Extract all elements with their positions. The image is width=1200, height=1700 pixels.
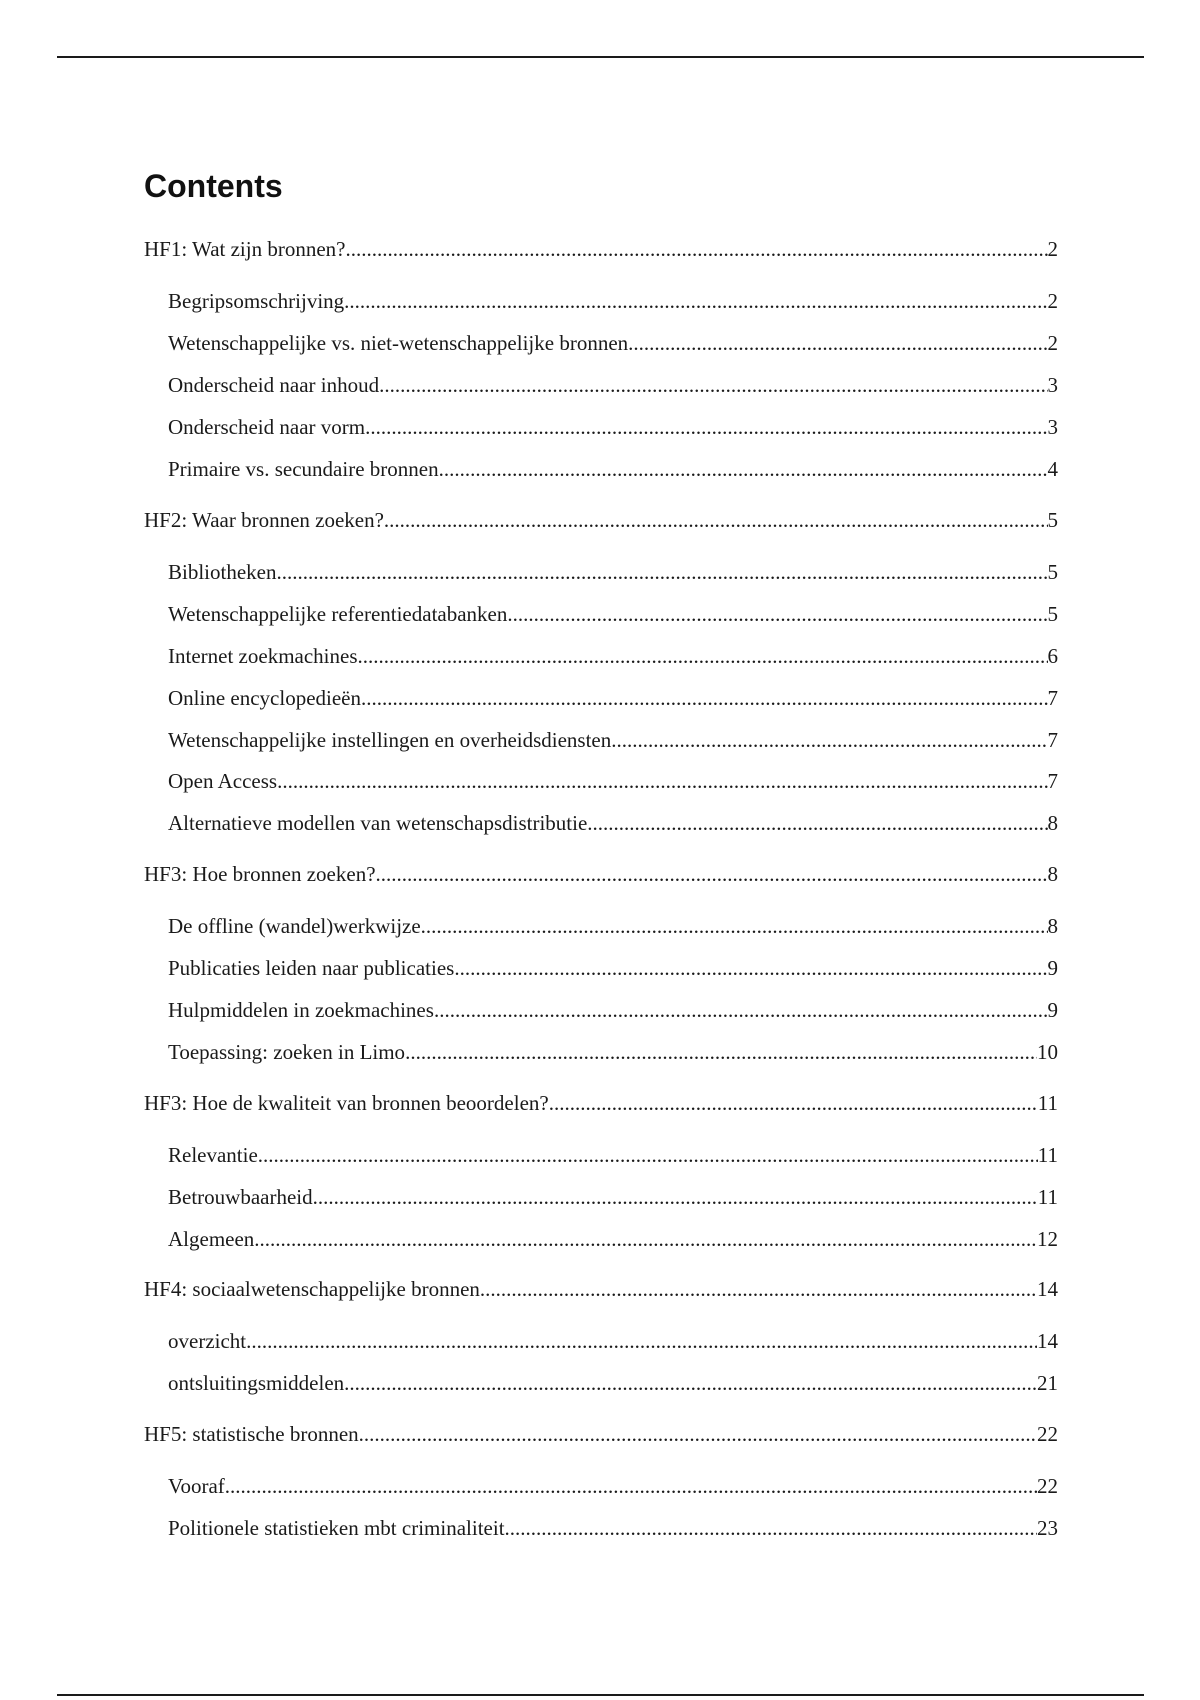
toc-page-number: 11: [1037, 1091, 1058, 1115]
toc-page-number: 10: [1037, 1040, 1058, 1064]
dot-leader: [549, 1088, 1038, 1118]
toc-entry-title: HF3: Hoe de kwaliteit van bronnen beoordelen?: [144, 1091, 549, 1115]
toc-page-number: 5: [1047, 508, 1058, 532]
dot-leader: [379, 370, 1047, 400]
dot-leader: [345, 234, 1047, 264]
dot-leader: [439, 454, 1048, 484]
toc-section-entry[interactable]: [168, 766, 1058, 796]
toc-entry-title: HF5: statistische bronnen: [144, 1422, 359, 1446]
toc-entry-title: Toepassing: zoeken in Limo: [168, 1040, 406, 1064]
dot-leader: [421, 911, 1048, 941]
toc-entry-title: Relevantie: [168, 1143, 258, 1167]
bottom-rule: [57, 1694, 1144, 1696]
toc-entry-title: Onderscheid naar inhoud: [168, 373, 380, 397]
toc-entry-title: Wetenschappelijke instellingen en overheidsdiensten: [168, 728, 612, 752]
toc-section-entry[interactable]: [168, 683, 1058, 713]
toc-entry-title: Internet zoekmachines: [168, 644, 358, 668]
toc-page-number: 14: [1037, 1277, 1058, 1301]
page-title: Contents: [144, 168, 283, 204]
toc-chapter-entry[interactable]: [144, 1419, 1058, 1449]
toc-entry-title: HF2: Waar bronnen zoeken?: [144, 508, 384, 532]
dot-leader: [313, 1182, 1038, 1212]
toc-section-entry[interactable]: [168, 1368, 1058, 1398]
toc-entry-title: Bibliotheken: [168, 560, 277, 584]
toc-page-number: 8: [1047, 811, 1058, 835]
toc-entry-title: Alternatieve modellen van wetenschapsdistributie: [168, 811, 588, 835]
toc-page-number: 5: [1047, 560, 1058, 584]
toc-chapter-entry[interactable]: [144, 505, 1058, 535]
toc-chapter-entry[interactable]: [144, 234, 1058, 264]
dot-leader: [225, 1471, 1037, 1501]
dot-leader: [454, 953, 1047, 983]
dot-leader: [344, 286, 1047, 316]
toc-entry-title: Online encyclopedieën: [168, 686, 361, 710]
toc-entry-title: Begripsomschrijving: [168, 289, 345, 313]
toc-entry-title: Primaire vs. secundaire bronnen: [168, 457, 439, 481]
toc-section-entry[interactable]: [168, 1182, 1058, 1212]
dot-leader: [359, 1419, 1037, 1449]
toc-page-number: 7: [1047, 769, 1058, 793]
toc-chapter-entry[interactable]: [144, 1088, 1058, 1118]
dot-leader: [384, 505, 1048, 535]
toc-entry-title: HF3: Hoe bronnen zoeken?: [144, 862, 376, 886]
toc-section-entry[interactable]: [168, 1471, 1058, 1501]
dot-leader: [344, 1368, 1037, 1398]
dot-leader: [505, 1513, 1037, 1543]
dot-leader: [507, 599, 1047, 629]
toc-page-number: 11: [1037, 1143, 1058, 1167]
toc-entry-title: Wetenschappelijke referentiedatabanken: [168, 602, 508, 626]
toc-section-entry[interactable]: [168, 953, 1058, 983]
toc-page-number: 2: [1047, 331, 1058, 355]
toc-page-number: 22: [1037, 1474, 1058, 1498]
dot-leader: [254, 1224, 1037, 1254]
toc-section-entry[interactable]: [168, 370, 1058, 400]
dot-leader: [358, 641, 1048, 671]
toc-entry-title: De offline (wandel)werkwijze: [168, 914, 421, 938]
toc-page-number: 22: [1037, 1422, 1058, 1446]
toc-page-number: 2: [1047, 237, 1058, 261]
toc-section-entry[interactable]: [168, 1224, 1058, 1254]
dot-leader: [587, 808, 1047, 838]
toc-section-entry[interactable]: [168, 454, 1058, 484]
toc-page-number: 9: [1047, 956, 1058, 980]
dot-leader: [628, 328, 1047, 358]
toc-entry-title: Betrouwbaarheid: [168, 1185, 313, 1209]
toc-section-entry[interactable]: [168, 328, 1058, 358]
toc-entry-title: Onderscheid naar vorm: [168, 415, 366, 439]
toc-page-number: 6: [1047, 644, 1058, 668]
toc-page-number: 3: [1047, 415, 1058, 439]
toc-page-number: 8: [1047, 862, 1058, 886]
toc-entry-title: overzicht: [168, 1329, 247, 1353]
toc-entry-title: Algemeen: [168, 1227, 255, 1251]
toc-section-entry[interactable]: [168, 599, 1058, 629]
dot-leader: [376, 859, 1048, 889]
toc-page-number: 4: [1047, 457, 1058, 481]
dot-leader: [277, 557, 1048, 587]
toc-section-entry[interactable]: [168, 1513, 1058, 1543]
toc-chapter-entry[interactable]: [144, 1274, 1058, 1304]
toc-section-entry[interactable]: [168, 641, 1058, 671]
toc-page-number: 7: [1047, 728, 1058, 752]
toc-section-entry[interactable]: [168, 557, 1058, 587]
dot-leader: [480, 1274, 1037, 1304]
dot-leader: [405, 1037, 1037, 1067]
toc-entry-title: HF4: sociaalwetenschappelijke bronnen: [144, 1277, 480, 1301]
toc-chapter-entry[interactable]: [144, 859, 1058, 889]
toc-page-number: 2: [1047, 289, 1058, 313]
toc-page-number: 23: [1037, 1516, 1058, 1540]
toc-page-number: 5: [1047, 602, 1058, 626]
toc-section-entry[interactable]: [168, 412, 1058, 442]
toc-page-number: 3: [1047, 373, 1058, 397]
dot-leader: [361, 683, 1048, 713]
toc-section-entry[interactable]: [168, 1140, 1058, 1170]
toc-section-entry[interactable]: [168, 1037, 1058, 1067]
toc-entry-title: Vooraf: [168, 1474, 225, 1498]
toc-entry-title: Publicaties leiden naar publicaties: [168, 956, 455, 980]
toc-page-number: 8: [1047, 914, 1058, 938]
toc-page-number: 21: [1037, 1371, 1058, 1395]
dot-leader: [277, 766, 1047, 796]
dot-leader: [611, 725, 1047, 755]
toc-section-entry[interactable]: [168, 911, 1058, 941]
toc-entry-title: Wetenschappelijke vs. niet-wetenschappelijke bronnen: [168, 331, 629, 355]
toc-page-number: 12: [1037, 1227, 1058, 1251]
toc-section-entry[interactable]: [168, 1326, 1058, 1356]
toc-entry-title: Politionele statistieken mbt criminaliteit: [168, 1516, 505, 1540]
toc-section-entry[interactable]: [168, 286, 1058, 316]
toc-page-number: 14: [1037, 1329, 1058, 1353]
toc-section-entry[interactable]: [168, 725, 1058, 755]
top-rule: [57, 56, 1144, 58]
dot-leader: [434, 995, 1048, 1025]
toc-section-entry[interactable]: [168, 808, 1058, 838]
toc-entry-title: Hulpmiddelen in zoekmachines: [168, 998, 434, 1022]
toc-page-number: 11: [1037, 1185, 1058, 1209]
dot-leader: [258, 1140, 1038, 1170]
toc-entry-title: Open Access: [168, 769, 278, 793]
toc-entry-title: ontsluitingsmiddelen: [168, 1371, 345, 1395]
toc-section-entry[interactable]: [168, 995, 1058, 1025]
toc-entry-title: HF1: Wat zijn bronnen?: [144, 237, 346, 261]
toc-page-number: 9: [1047, 998, 1058, 1022]
dot-leader: [365, 412, 1047, 442]
toc-page-number: 7: [1047, 686, 1058, 710]
dot-leader: [246, 1326, 1037, 1356]
